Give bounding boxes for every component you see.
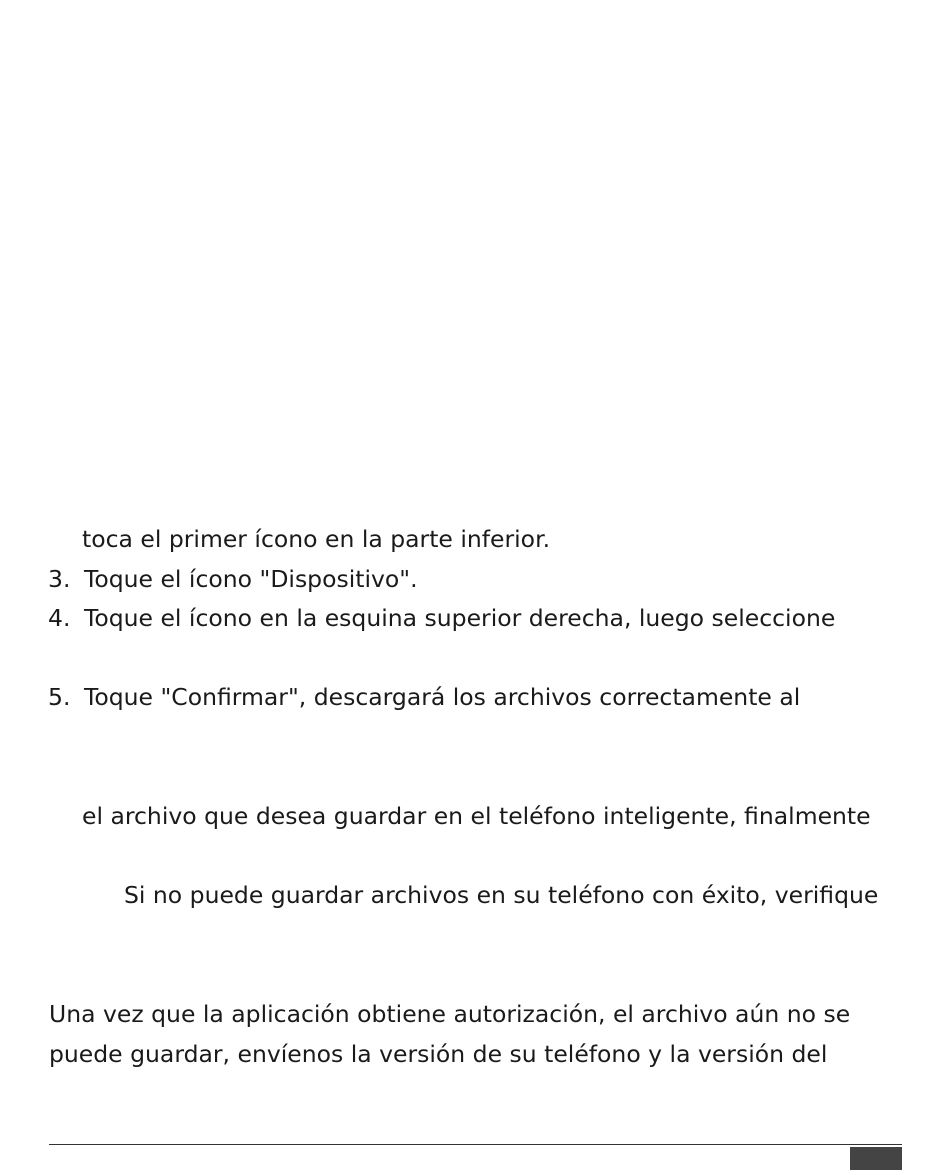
footer-divider	[49, 1144, 902, 1145]
paragraph-line-1	[49, 999, 850, 1029]
text-line-troubleshoot	[124, 880, 878, 910]
list-number: 5.	[48, 683, 71, 711]
list-item-step-4	[48, 603, 835, 633]
list-item-step-5	[48, 682, 800, 712]
text-line-continuation-step-2	[82, 524, 550, 554]
line-text: Toque "Confirmar", descargará los archivos correctamente al	[84, 683, 801, 711]
line-text: Toque el ícono en la esquina superior derecha, luego seleccione	[84, 604, 836, 632]
line-text: Toque el ícono "Dispositivo".	[84, 565, 418, 593]
line-text: Si no puede guardar archivos en su teléfono con éxito, verifique	[124, 881, 879, 909]
text-line-file-selection	[82, 801, 871, 831]
list-number: 3.	[48, 565, 71, 593]
paragraph-line-2	[49, 1039, 827, 1069]
line-text: Una vez que la aplicación obtiene autorización, el archivo aún no se	[49, 1000, 851, 1028]
page-number-tab	[850, 1147, 902, 1170]
line-text: puede guardar, envíenos la versión de su teléfono y la versión del	[49, 1040, 828, 1068]
list-item-step-3	[48, 564, 418, 594]
list-number: 4.	[48, 604, 71, 632]
line-text: el archivo que desea guardar en el teléfono inteligente, finalmente	[82, 802, 871, 830]
line-text: toca el primer ícono en la parte inferior.	[82, 525, 551, 553]
